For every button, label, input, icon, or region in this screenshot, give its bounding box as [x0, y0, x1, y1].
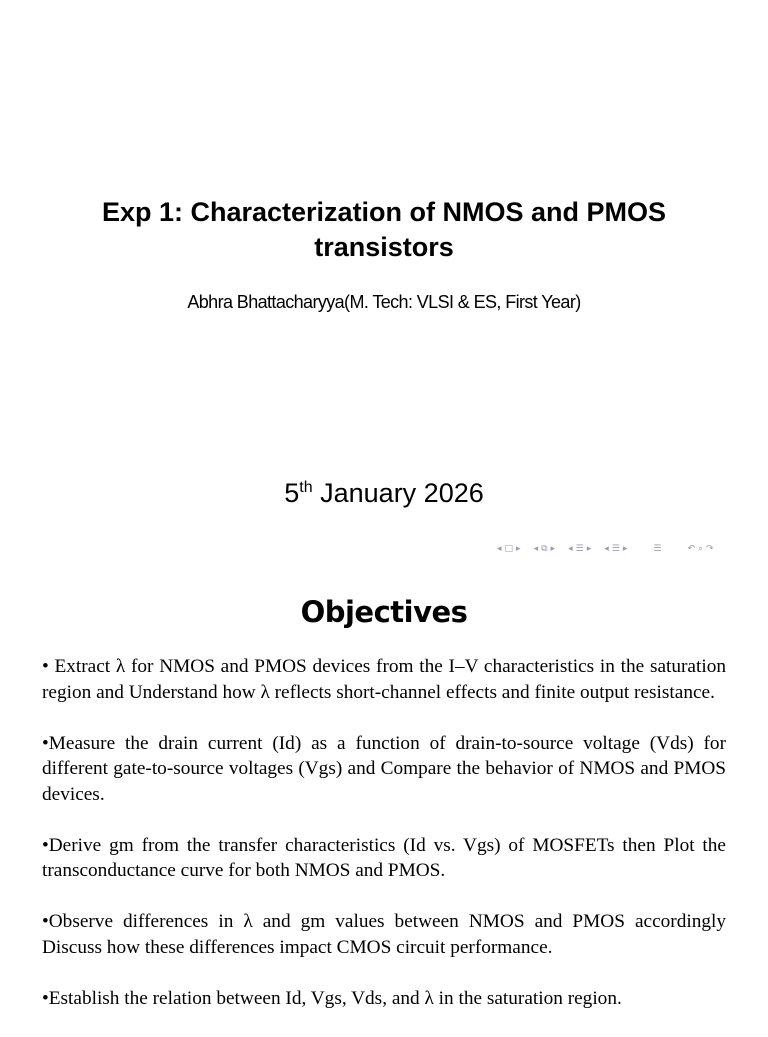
beamer-navigation-bar: [497, 543, 717, 555]
date-line: [0, 478, 768, 509]
nav-next-icon[interactable]: ▸: [550, 544, 556, 554]
objective-item: •Measure the drain current (Id) as a function of drain-to-source voltage (Vds) for different gate-to-source voltages (Vgs) and Compare the behavior of NMOS and PMOS devices.: [42, 732, 726, 805]
search-icon[interactable]: ⌕: [697, 544, 704, 554]
objective-item: •Observe differences in λ and gm values between NMOS and PMOS accordingly Discuss how these differences impact CMOS circuit performance.: [42, 911, 726, 958]
author-line: Abhra Bhattacharyya(M. Tech: VLSI & ES, First Year): [187, 292, 581, 312]
nav-prev-icon[interactable]: ◂: [497, 544, 502, 554]
objectives-list: [42, 654, 726, 1037]
redo-icon[interactable]: ↷: [706, 544, 714, 554]
toc-icon[interactable]: ☰: [653, 544, 662, 554]
objective-item: • Extract λ for NMOS and PMOS devices from the I–V characteristics in the saturation region and Understand how λ reflects short-channel effects and finite output resistance.: [42, 656, 726, 703]
frame-icon[interactable]: □: [504, 544, 514, 554]
date-rest: January 2026: [320, 478, 484, 508]
nav-next-icon[interactable]: ▸: [586, 544, 592, 554]
title-prefix: Exp 1:: [101, 197, 183, 227]
nav-next-icon[interactable]: ▸: [622, 544, 628, 554]
nav-prev-icon[interactable]: ◂: [533, 544, 539, 554]
date-suffix: th: [299, 479, 313, 496]
nav-prev-icon[interactable]: ◂: [604, 544, 609, 554]
section-icon[interactable]: ☰: [575, 544, 584, 554]
subsection-icon[interactable]: ⧉: [541, 544, 548, 554]
nav-next-icon[interactable]: ▸: [516, 544, 521, 554]
objective-item: •Establish the relation between Id, Vgs, Vds, and λ in the saturation region.: [42, 987, 622, 1009]
title-text: Characterization of NMOS and PMOS transistors: [190, 197, 667, 262]
date-day: 5: [284, 478, 300, 508]
objective-item: •Derive gm from the transfer characteristics (Id vs. Vgs) of MOSFETs then Plot the transconductance curve for both NMOS and PMOS.: [42, 834, 726, 881]
objectives-title: Objectives: [300, 595, 468, 629]
section-icon[interactable]: ☰: [611, 544, 620, 554]
objectives-slide: [0, 570, 768, 1024]
undo-icon[interactable]: ↶: [687, 544, 695, 554]
slide-title: [40, 195, 728, 265]
nav-prev-icon[interactable]: ◂: [568, 544, 573, 554]
